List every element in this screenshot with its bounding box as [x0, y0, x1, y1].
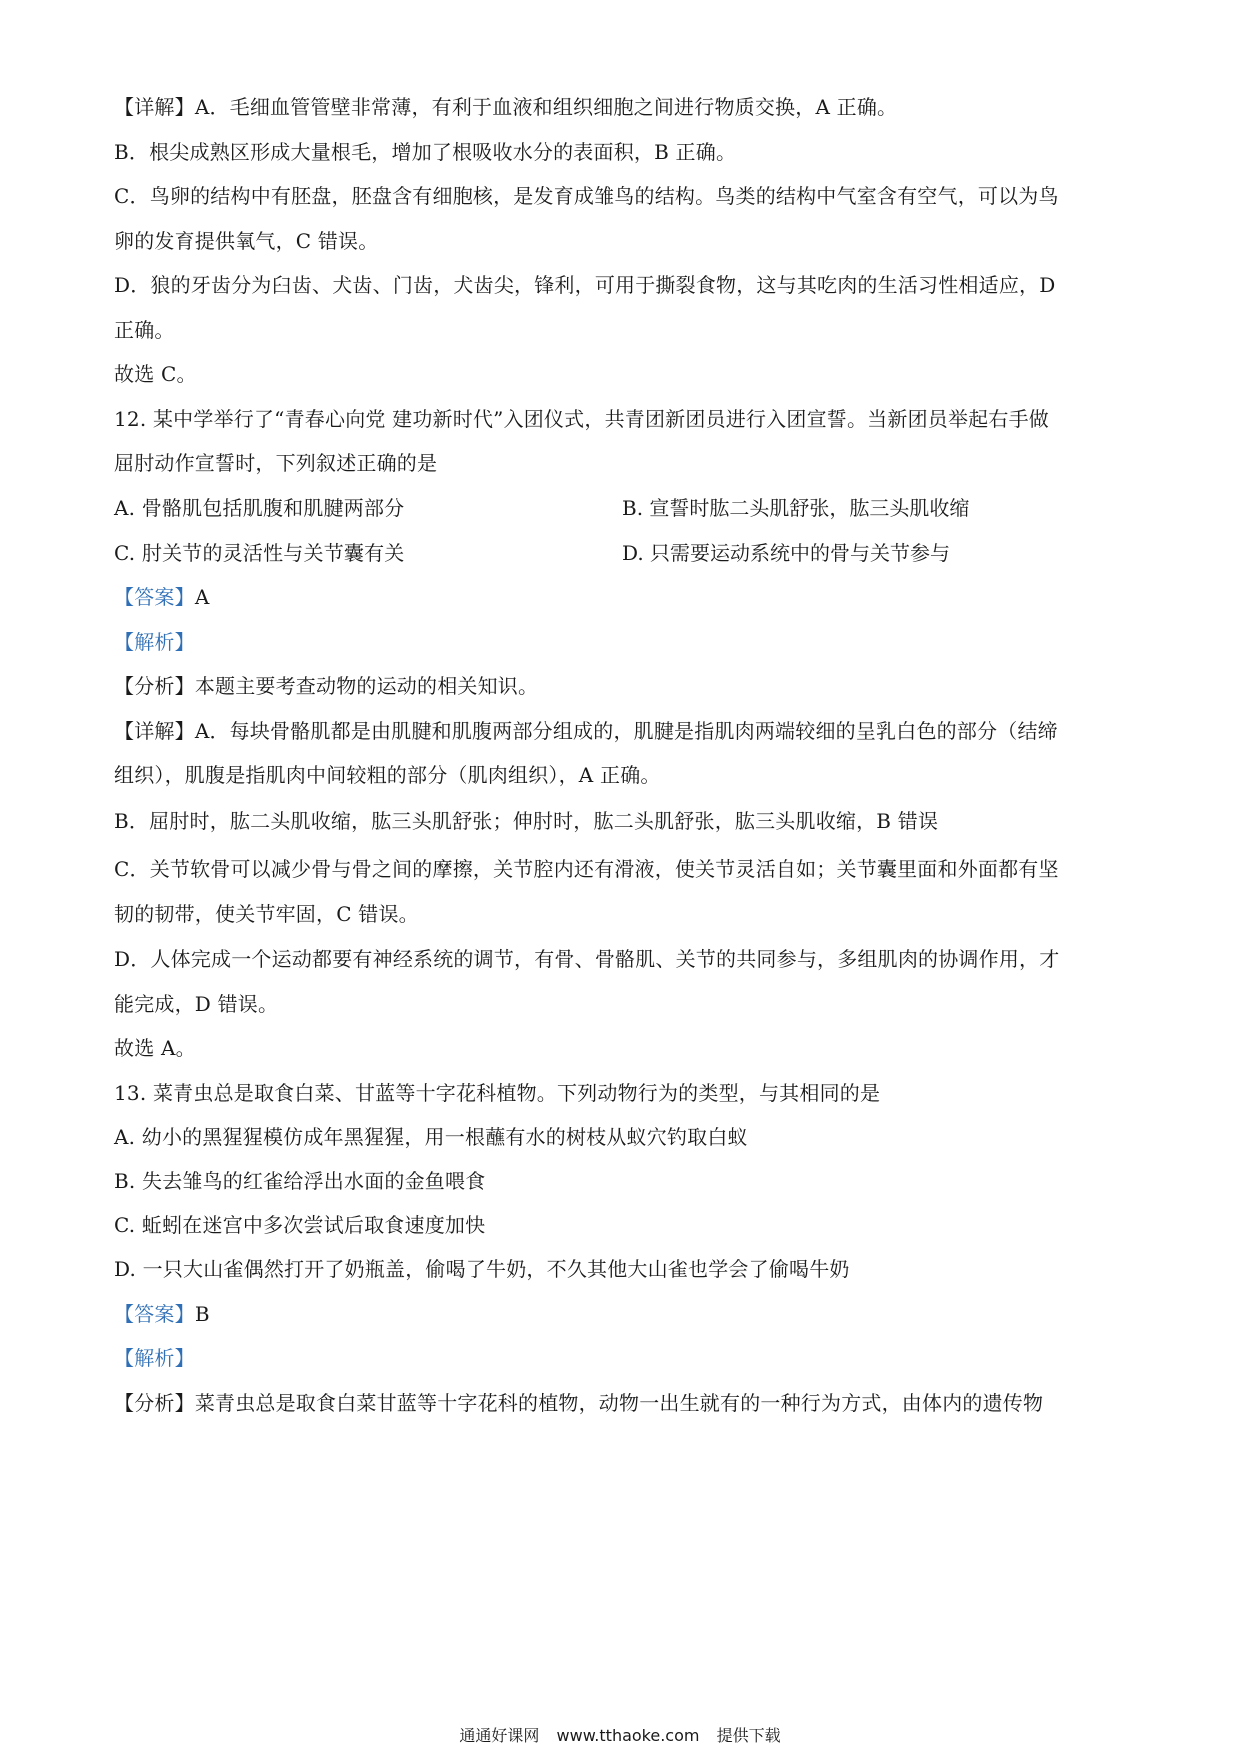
detail-tag: 【详解】: [114, 95, 195, 119]
question-13-answer: [114, 1301, 1134, 1327]
question-12-stem-line-2: 屈肘动作宣誓时，下列叙述正确的是: [114, 451, 438, 475]
detail-line-5: D．狼的牙齿分为臼齿、犬齿、门齿，犬齿尖，锋利，可用于撕裂食物，这与其吃肉的生活习性相适应，D: [114, 273, 1056, 297]
question-12-stem-line-1: 12. 某中学举行了“青春心向党 建功新时代”入团仪式，共青团新团员进行入团宣誓。当新团员举起右手做: [114, 407, 1049, 431]
answer-select-12: 故选 A。: [114, 1036, 196, 1060]
question-13-option-d: D. 一只大山雀偶然打开了奶瓶盖，偷喝了牛奶，不久其他大山雀也学会了偷喝牛奶: [114, 1257, 850, 1281]
detail-line-6: 正确。: [114, 318, 175, 342]
question-13-analysis-tag: 【解析】: [114, 1346, 195, 1370]
question-12-detail-line-7: 能完成，D 错误。: [114, 992, 279, 1016]
question-13-option-a: A. 幼小的黑猩猩模仿成年黑猩猩，用一根蘸有水的树枝从蚁穴钓取白蚁: [114, 1125, 748, 1149]
question-13-stem: 13. 菜青虫总是取食白菜、甘蓝等十字花科植物。下列动物行为的类型，与其相同的是: [114, 1081, 881, 1105]
question-12-answer: [114, 584, 1134, 610]
page-footer: [0, 1726, 1240, 1746]
answer-value: B: [194, 1302, 210, 1326]
question-12-detail-line-2: 组织），肌腹是指肌肉中间较粗的部分（肌肉组织），A 正确。: [114, 763, 661, 787]
question-12-analysis-tag: 【解析】: [114, 630, 195, 654]
question-12-detail-line-1: 【详解】A．每块骨骼肌都是由肌腱和肌腹两部分组成的，肌腱是指肌肉两端较细的呈乳白色的部分（结缔: [114, 719, 1058, 743]
question-13-option-b: B. 失去雏鸟的红雀给浮出水面的金鱼喂食: [114, 1169, 486, 1193]
detail-line-3: C．鸟卵的结构中有胚盘，胚盘含有细胞核，是发育成雏鸟的结构。鸟类的结构中气室含有空气，可以为鸟: [114, 184, 1059, 208]
question-12-option-c: C. 肘关节的灵活性与关节囊有关: [114, 541, 405, 565]
question-12-detail-line-4: C．关节软骨可以减少骨与骨之间的摩擦，关节腔内还有滑液，使关节灵活自如；关节囊里面和外面都有坚: [114, 857, 1059, 881]
question-12-analysis: 【分析】本题主要考查动物的运动的相关知识。: [114, 674, 539, 698]
footer-url[interactable]: www.tthaoke.com: [556, 1726, 700, 1745]
question-12-detail-line-6: D．人体完成一个运动都要有神经系统的调节，有骨、骨骼肌、关节的共同参与，多组肌肉的协调作用，才: [114, 947, 1060, 971]
detail-line-1: 【详解】A．毛细血管管壁非常薄，有利于血液和组织细胞之间进行物质交换，A 正确。: [114, 95, 898, 119]
detail-line-4: 卵的发育提供氧气，C 错误。: [114, 229, 379, 253]
question-12-detail-line-3: B．屈肘时，肱二头肌收缩，肱三头肌舒张；伸肘时，肱二头肌舒张，肱三头肌收缩，B 错误: [114, 809, 939, 833]
answer-select-11: 故选 C。: [114, 362, 197, 386]
answer-tag: 【答案】: [114, 1302, 195, 1326]
question-12-option-d: D. 只需要运动系统中的骨与关节参与: [622, 541, 951, 565]
question-12-option-a: A. 骨骼肌包括肌腹和肌腱两部分: [114, 496, 405, 520]
footer-tail: 提供下载: [716, 1726, 781, 1745]
answer-tag: 【答案】: [114, 585, 195, 609]
answer-value: A: [194, 585, 210, 609]
footer-site-name: 通通好课网: [459, 1726, 540, 1745]
question-12-option-b: B. 宣誓时肱二头肌舒张，肱三头肌收缩: [622, 496, 970, 520]
detail-line-2: B．根尖成熟区形成大量根毛，增加了根吸收水分的表面积，B 正确。: [114, 140, 737, 164]
question-13-option-c: C. 蚯蚓在迷宫中多次尝试后取食速度加快: [114, 1213, 486, 1237]
question-13-analysis: 【分析】菜青虫总是取食白菜甘蓝等十字花科的植物，动物一出生就有的一种行为方式，由体内的遗传物: [114, 1391, 1044, 1415]
question-12-detail-line-5: 韧的韧带，使关节牢固，C 错误。: [114, 902, 419, 926]
